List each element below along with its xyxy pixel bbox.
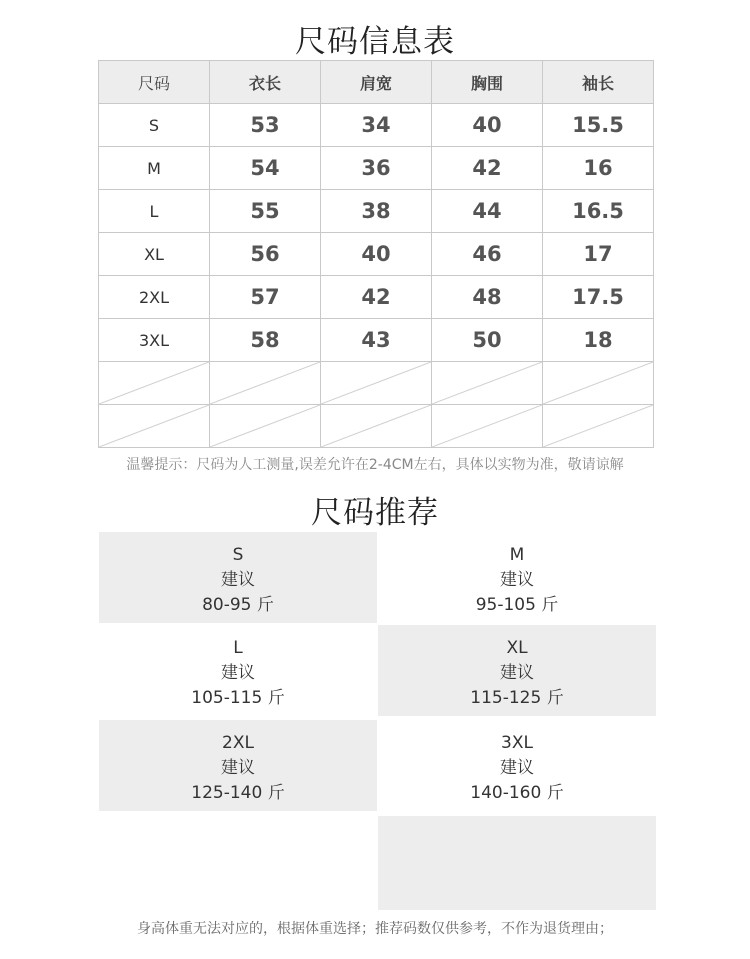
recommend-range: 80-95 斤 [202,595,274,615]
empty-cell [321,405,432,448]
row-sleeve: 16.5 [543,190,654,233]
row-size: XL [99,233,210,276]
row-length: 58 [210,319,321,362]
recommend-label: 建议 [500,663,534,683]
empty-cell [210,362,321,405]
empty-cell [543,405,654,448]
header-sleeve: 袖长 [543,61,654,104]
recommend-size: L [233,638,243,658]
row-sleeve: 17.5 [543,276,654,319]
measurement-tip: 温馨提示：尺码为人工测量,误差允许在2-4CM左右，具体以实物为准，敬请谅解 [126,457,624,473]
table-row [99,190,654,233]
recommend-card-l [99,625,377,716]
row-length: 54 [210,147,321,190]
row-size: 3XL [99,319,210,362]
size-table-title: 尺码信息表 [295,24,455,60]
row-shoulder: 36 [321,147,432,190]
recommend-card-m [378,532,656,623]
row-chest: 42 [432,147,543,190]
recommend-label: 建议 [500,758,534,778]
row-chest: 40 [432,104,543,147]
empty-cell [99,405,210,448]
row-size: S [99,104,210,147]
row-shoulder: 40 [321,233,432,276]
row-shoulder: 38 [321,190,432,233]
recommend-size: M [509,545,525,565]
row-shoulder: 34 [321,104,432,147]
row-size: L [99,190,210,233]
row-shoulder: 42 [321,276,432,319]
size-chart-table [98,60,654,448]
table-row [99,319,654,362]
row-length: 56 [210,233,321,276]
empty-cell [432,405,543,448]
table-header-row [99,61,654,104]
recommend-size: 2XL [222,733,254,753]
row-sleeve: 15.5 [543,104,654,147]
recommend-size: XL [506,638,528,658]
recommend-size: S [232,545,244,565]
row-sleeve: 18 [543,319,654,362]
recommend-range: 115-125 斤 [470,688,564,708]
table-row [99,233,654,276]
empty-cell [432,362,543,405]
empty-recommend-block [378,816,656,910]
recommend-label: 建议 [221,758,255,778]
empty-cell [210,405,321,448]
recommend-card-2xl [99,720,377,811]
table-row [99,104,654,147]
row-length: 57 [210,276,321,319]
header-length: 衣长 [210,61,321,104]
row-size: 2XL [99,276,210,319]
empty-cell [543,362,654,405]
recommend-label: 建议 [500,570,534,590]
table-row [99,276,654,319]
row-length: 55 [210,190,321,233]
row-shoulder: 43 [321,319,432,362]
recommend-range: 125-140 斤 [191,783,285,803]
recommend-range: 140-160 斤 [470,783,564,803]
recommend-range: 95-105 斤 [475,595,559,615]
row-size: M [99,147,210,190]
row-chest: 48 [432,276,543,319]
recommend-card-s [99,532,377,623]
row-chest: 50 [432,319,543,362]
recommend-card-3xl [378,720,656,811]
recommend-label: 建议 [221,663,255,683]
empty-cell [99,362,210,405]
row-sleeve: 16 [543,147,654,190]
table-row [99,147,654,190]
recommend-label: 建议 [221,570,255,590]
header-shoulder: 肩宽 [321,61,432,104]
recommend-range: 105-115 斤 [191,688,285,708]
row-chest: 44 [432,190,543,233]
footer-note: 身高体重无法对应的，根据体重选择；推荐码数仅供参考，不作为退货理由； [137,921,613,937]
row-sleeve: 17 [543,233,654,276]
recommend-size: 3XL [501,733,533,753]
recommend-title: 尺码推荐 [311,495,439,531]
empty-row [99,405,654,448]
empty-cell [321,362,432,405]
header-size: 尺码 [99,61,210,104]
row-chest: 46 [432,233,543,276]
header-chest: 胸围 [432,61,543,104]
recommend-card-xl [378,625,656,716]
empty-row [99,362,654,405]
row-length: 53 [210,104,321,147]
